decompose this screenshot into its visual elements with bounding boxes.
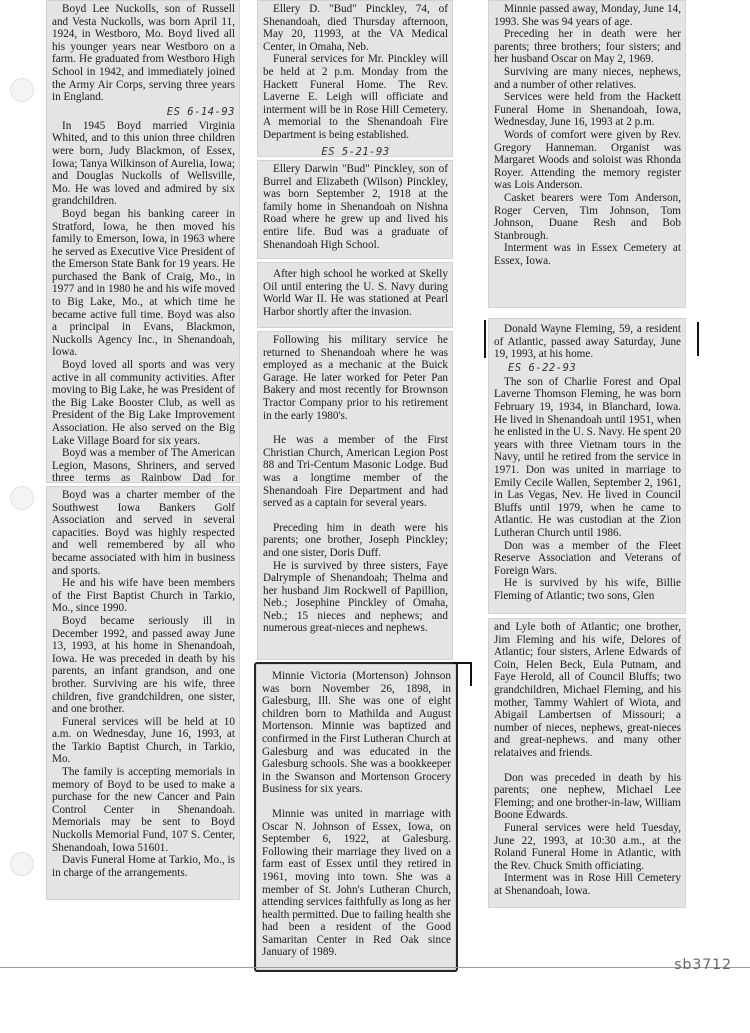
clipping-boyd-nuckolls-part1 bbox=[46, 0, 240, 483]
paragraph: Interment was in Rose Hill Cemetery at Shenandoah, Iowa. bbox=[494, 872, 681, 897]
clipping-minnie-johnson-part2 bbox=[488, 0, 686, 308]
bracket-mark bbox=[484, 320, 486, 358]
bracket-mark bbox=[697, 322, 699, 356]
paragraph: Boyd Lee Nuckolls, son of Russell and Vesta Nuckolls, was born April 11, 1924, in Westboro, Mo. Boyd lived all his younger years near Westboro on a farm. He graduated from Westboro High School in 1942, and immediately joined the Army Air Corps, serving three years in England. bbox=[52, 3, 235, 104]
paragraph: Boyd began his banking career in Stratford, Iowa, he then moved his family to Emerson, Iowa, in 1963 where he served as Executive Vice President of the Emerson State Bank for 19 years. He purchased the Bank of Craig, Mo., in 1977 and in 1980 he and his wife moved to Big Lake, Mo., at which time he became active full time. Boyd was also a principal in Evans, Blackmon, Nuckolls Agency Inc., in Shenandoah, Iowa. bbox=[52, 207, 235, 359]
paragraph: Minnie Victoria (Mortenson) Johnson was born November 26, 1898, in Galesburg, Ill. She was one of eight children born to Mathilda and August Mortenson. Minnie was baptized and confirmed in the First Lutheran Church at Galesburg and was educated in the Galesburg schools. She was a bookkeeper in the Swanson and Mortenson Grocery Business for six years. bbox=[262, 670, 451, 796]
page-bottom-edge bbox=[0, 967, 750, 968]
paragraph: Casket bearers were Tom Anderson, Roger Cerven, Tim Johnson, Tom Johnson, Duane Resh and Bob Stanbrough. bbox=[494, 191, 681, 242]
bracket-mark bbox=[470, 662, 472, 686]
paragraph: and Lyle both of Atlantic; one brother, Jim Fleming and his wife, Delores of Atlantic; four sisters, Arlene Edwards of Coin, Helen Beck, Eula Putnam, and Faye Herold, all of Council Bluffs; two grandchildren, Michael Fleming, and his mother, Tammy Wahlert of Wiota, and Abigail Lambertsen of Missouri; a number of nieces, nephews, great-nieces and great-nephews. and many other relataives and friends. bbox=[494, 621, 681, 759]
paragraph: The family is accepting memorials in memory of Boyd to be used to make a purchase for the new Cancer and Pain Control Center in Shenandoah. Memorials may be sent to Boyd Nuckolls Memorial Fund, 107 S. Center, Shenandoah, Iowa 51601. bbox=[52, 766, 235, 854]
paragraph: Donald Wayne Fleming, 59, a resident of Atlantic, passed away Saturday, June 19, 1993, at his home. bbox=[494, 323, 681, 361]
clipping-donald-fleming-part1 bbox=[488, 318, 686, 614]
paragraph: He is survived by three sisters, Faye Dalrymple of Shenandoah; Thelma and her husband Jim Rockwell of Papillion, Neb.; Josephine Pinckley of Omaha, Neb.; 15 nieces and nephews; and numerous great-nieces and nephews. bbox=[263, 559, 448, 635]
paragraph: Preceding her in death were her parents; three brothers; four sisters; and her husband Oscar on May 2, 1969. bbox=[494, 28, 681, 66]
paragraph: Preceding him in death were his parents; one brother, Joseph Pinckley; and one sister, Doris Duff. bbox=[263, 521, 448, 559]
clipping-boyd-nuckolls-part2 bbox=[46, 486, 240, 900]
paragraph: Don was a member of the Fleet Reserve Association and Veterans of Foreign Wars. bbox=[494, 539, 681, 577]
paragraph: Boyd was a charter member of the Southwest Iowa Bankers Golf Association and served in several capacities. Boyd was highly respected and well remembered by all who became associated with him in business and sports. bbox=[52, 489, 235, 577]
paragraph: He was a member of the First Christian Church, American Legion Post 88 and Tri-Centum Masonic Lodge. Bud was a longtime member of the Shenandoah Fire Department and had served as a captain for several years. bbox=[263, 434, 448, 510]
paragraph: Boyd was a member of The American Legion, Masons, Shriners, and served three terms as Rainbow Dad for bbox=[52, 447, 235, 483]
paragraph: Boyd loved all sports and was very active in all community activities. After moving to Big Lake, he was President of the Big Lake Booster Club, as well as President of the Big Lake Improvement Association. He also served on the Big Lake Village Board for six years. bbox=[52, 359, 235, 447]
paragraph: Minnie was united in marriage with Oscar N. Johnson of Essex, Iowa, on September 6, 1922, at Galesburg. Following their marriage they lived on a farm east of Essex until they retired in 1961, moving into town. She was a member of St. John's Lutheran Church, attending services faithfully as long as her health permitted. Due to failing health she had been a resident of the Good Samaritan Center in Red Oak since January of 1989. bbox=[262, 807, 451, 959]
clipping-pinckley-death-notice bbox=[257, 0, 453, 157]
paragraph: Ellery D. "Bud" Pinckley, 74, of Shenandoah, died Thursday afternoon, May 20, 11993, at the VA Medical Center, in Omaha, Neb. bbox=[263, 3, 448, 53]
paragraph: Davis Funeral Home at Tarkio, Mo., is in charge of the arrangements. bbox=[52, 854, 235, 879]
paragraph: Ellery Darwin "Bud" Pinckley, son of Burrel and Elizabeth (Wilson) Pinckley, was born September 2, 1918 at the family home in Shenandoah on Nishna Road where he grew up and lived his entire life. Bud was a graduate of Shenandoah High School. bbox=[263, 163, 448, 251]
paragraph: The son of Charlie Forest and Opal Laverne Thomson Fleming, he was born February 19, 1934, in Blanchard, Iowa. He lived in Shenandoah until 1951, when he enlisted in the U. S. Navy. He spent 20 years with three Vietnam tours in the Navy, until he retired from the service in 1971. Don was united in marriage to Emily Cecile Wallen, September 2, 1961, in Las Vegas, Nev. He lived in Council Bluffs until 1979, when he came to Atlantic. He was custodian at the Zion Lutheran Church until 1986. bbox=[494, 375, 681, 539]
binder-hole bbox=[10, 78, 34, 102]
clipping-minnie-johnson-part1 bbox=[254, 662, 458, 972]
clipping-donald-fleming-part2 bbox=[488, 618, 686, 908]
paragraph: Don was preceded in death by his parents; one nephew, Michael Lee Fleming; and one brother-in-law, William Boone Edwards. bbox=[494, 771, 681, 822]
clipping-pinckley-navy bbox=[257, 262, 453, 328]
paragraph: Surviving are many nieces, nephews, and a number of other relatives. bbox=[494, 65, 681, 91]
paragraph: Words of comfort were given by Rev. Gregory Hanneman. Organist was Margaret Woods and soloist was Rhonda Royer. Attending the memory register was Lois Anderson. bbox=[494, 128, 681, 192]
paragraph: Boyd became seriously ill in December 1992, and passed away June 13, 1993, at his home in Shenandoah, Iowa. He was preceded in death by his parents, an infant grandson, and one brother. Surviving are his wife, three children, five grandchildren, one sister, and one brother. bbox=[52, 614, 235, 716]
handwritten-date: ES 5-21-93 bbox=[321, 145, 390, 157]
archive-code: sb3712 bbox=[674, 957, 732, 973]
binder-hole bbox=[10, 852, 34, 876]
clipping-pinckley-biography bbox=[257, 160, 453, 259]
paragraph: He is survived by his wife, Billie Fleming of Atlantic; two sons, Glen bbox=[494, 577, 681, 602]
paragraph: Following his military service he returned to Shenandoah where he was employed as a mechanic at the Buick Garage. He later worked for Peter Pan Bakery and most recently for Brownson Tractor Company prior to his retirement in the early 1980's. bbox=[263, 334, 448, 422]
paragraph: He and his wife have been members of the First Baptist Church in Tarkio, Mo., since 1990. bbox=[52, 577, 235, 615]
handwritten-date: ES 6-14-93 bbox=[166, 105, 235, 118]
paragraph: Funeral services were held Tuesday, June 22, 1993, at 10:30 a.m., at the Roland Funeral Home in Atlantic, with the Rev. Chuck Smith officiating. bbox=[494, 821, 681, 872]
paragraph: Services were held from the Hackett Funeral Home in Shenandoah, Iowa, Wednesday, June 16, 1993 at 2 p.m. bbox=[494, 91, 681, 129]
bracket-mark bbox=[452, 662, 472, 664]
paragraph: After high school he worked at Skelly Oil until entering the U. S. Navy during World War II. He was stationed at Pearl Harbor shortly after the invasion. bbox=[263, 268, 448, 318]
binder-hole bbox=[10, 486, 34, 510]
paragraph: Funeral services for Mr. Pinckley will be held at 2 p.m. Monday from the Hackett Funeral Home. The Rev. Laverne E. Leigh will officiate and interment will be in Rose Hill Cemetery. A memorial to the Shenandoah Fire Department is being established. bbox=[263, 53, 448, 141]
handwritten-date: ES 6-22-93 bbox=[508, 361, 577, 374]
paragraph: Funeral services will be held at 10 a.m. on Wednesday, June 16, 1993, at the Tarkio Baptist Church, in Tarkio, Mo. bbox=[52, 715, 235, 766]
paragraph: Interment was in Essex Cemetery at Essex, Iowa. bbox=[494, 242, 681, 267]
paragraph: Minnie passed away, Monday, June 14, 1993. She was 94 years of age. bbox=[494, 3, 681, 28]
clipping-pinckley-career bbox=[257, 331, 453, 660]
paragraph: In 1945 Boyd married Virginia Whited, and to this union three children were born, Judy Blackmon, of Essex, Iowa; Tanya Wilkinson of Aurelia, Iowa; and Douglas Nuckolls of Wellsville, Mo. He was loved and admired by six grandchildren. bbox=[52, 119, 235, 208]
